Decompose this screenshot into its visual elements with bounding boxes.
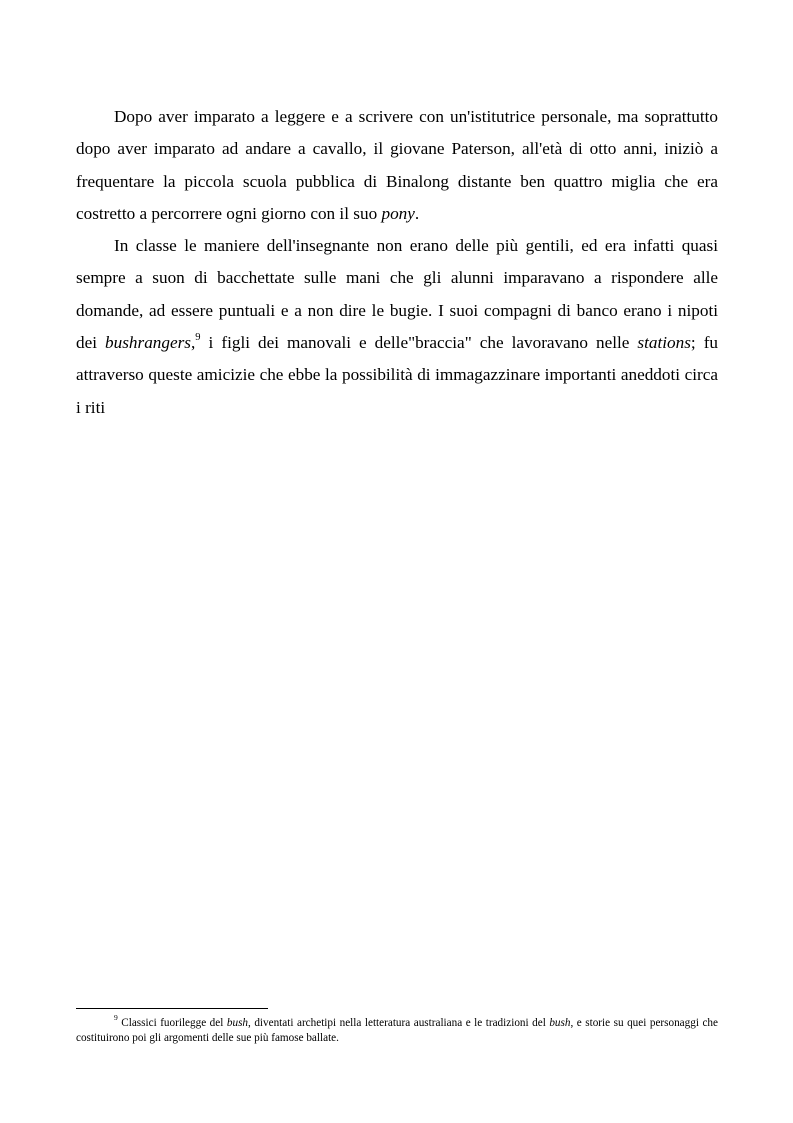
footnote-separator (76, 1008, 268, 1009)
paragraph-1-text: Dopo aver imparato a leggere e a scrivere con un'istitutrice personale, ma soprattutto dopo aver imparato ad andare a cavallo, il giovane Paterson, all'età di otto anni, iniziò a frequentare la piccola scuola pubblica di Binalong distante ben quattro miglia che era costretto a percorrere ogni giorno con il suo (76, 107, 718, 223)
footnote-part1: Classici fuorilegge del (117, 1017, 227, 1029)
paragraph-2-part2: i figli dei manovali e delle"braccia" che lavoravano nelle (200, 333, 638, 353)
footnote-reference[interactable]: 9 (195, 332, 201, 344)
paragraph-2-part1: In classe le maniere dell'insegnante non erano delle più gentili, ed era infatti quasi sempre a suon di bacchettate sulle mani che gli alunni imparavano a rispondere alle domande, ad essere puntuali e a non dire le bugie. I suoi compagni di banco erano i nipoti dei (76, 236, 718, 353)
paragraph-1 (76, 101, 718, 230)
italic-pony: pony (381, 203, 415, 223)
footnote-part2: , diventati archetipi nella letteratura australiana e le tradizioni del (248, 1017, 550, 1029)
paragraph-1-end: . (414, 203, 420, 223)
paragraph-2 (76, 230, 718, 424)
body-text (76, 101, 718, 424)
italic-stations: stations (637, 333, 691, 353)
footnote-italic-bush-2: bush (549, 1017, 571, 1029)
italic-bushrangers: bushrangers (105, 333, 191, 353)
footnote-9 (76, 1013, 718, 1046)
footnote-number: 9 (114, 1013, 118, 1023)
paragraph-2-comma: , (190, 333, 196, 353)
paragraph-2-part3: ; fu attraverso queste amicizie che ebbe la possibilità di immagazzinare importanti aneddoti circa i riti (76, 333, 719, 417)
footnote-italic-bush-1: bush (226, 1017, 249, 1029)
footnote-part3: , e storie su quei personaggi che costituirono poi gli argomenti delle sue più famose ballate. (76, 1017, 718, 1045)
